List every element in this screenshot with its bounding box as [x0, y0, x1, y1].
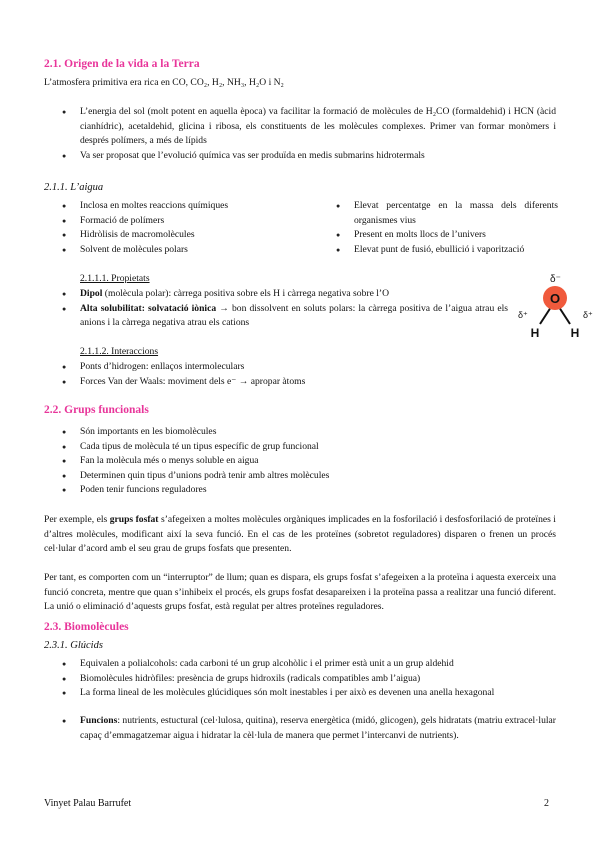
- section-2-2-heading: 2.2. Grups funcionals: [44, 404, 149, 416]
- funcions-list: [62, 714, 556, 743]
- section-2-1-1-1-heading: 2.1.1.1. Propietats: [80, 273, 150, 284]
- page-number: 2: [544, 798, 549, 809]
- section-2-1-1-heading: 2.1.1. L’aigua: [44, 182, 104, 193]
- list-item: ● Forces Van der Waals: moviment dels e⁻ → apropar àtoms: [62, 375, 532, 390]
- list-item: ● Inclosa en moltes reaccions químiques: [62, 199, 322, 214]
- dipol-term: Dipol: [80, 288, 103, 299]
- list-item: [62, 287, 508, 302]
- water-properties-right-list: [336, 199, 558, 257]
- list-item: ● Formació de polímers: [62, 214, 322, 229]
- section-2-3-heading: 2.3. Biomolècules: [44, 621, 129, 633]
- atmosphere-sentence: L’atmosfera primitiva era rica en CO, CO₂, H₂, NH₃, H₂O i N₂: [44, 77, 284, 88]
- fosfat-paragraph-rest: s’afegeixen a moltes molècules orgàniques implicades en la fosforilació i desfosforilació de proteïnes i d’altres molècules, modificant així la seva funció. En el cas de les proteïnes (sobretot reguladores) disparen o frenen un procés cel·lular d’acord amb el seu grau de grups fosfats que presenten.: [44, 514, 556, 555]
- glucids-list: [62, 657, 556, 701]
- interruptor-paragraph: Per tant, es comporten com un “interruptor” de llum; quan es dispara, els grups fosfat s’afegeixen a la proteïna i aquesta exerceix una funció concreta, mentre que quan s’inhibeix el procés, els grups fosfat desapareixen i la proteïna passa a realitzar una funció diferent. La unió o eliminació d’aquests grups fosfat, està regulat per altres proteïnes reguladores.: [44, 572, 556, 613]
- interaccions-list: [62, 360, 532, 389]
- water-properties-left-list: [62, 199, 322, 257]
- list-item: [62, 302, 508, 331]
- list-item: ● Equivalen a polialcohols: cada carboni té un grup alcohòlic i el primer està unit a un grup aldehid: [62, 657, 556, 672]
- hydrogen-left-label: H: [530, 326, 540, 340]
- list-item: ● Hidròlisis de macromolècules: [62, 228, 322, 243]
- funcions-text: : nutrients, estuctural (cel·lulosa, quitina), reserva energètica (midó, glicogen), gels hidratats (matriu extracel·lular capaç d’emmagatzemar aigua i hidratar la cèl·lula de manera que permet l’intercanvi de nutrients).: [80, 715, 556, 741]
- list-item: ● Poden tenir funcions reguladores: [62, 483, 556, 498]
- list-item: ● Present en molts llocs de l’univers: [336, 228, 558, 243]
- solubilitat-term: Alta solubilitat: solvatació iònica: [80, 302, 217, 314]
- list-item: ● Elevat percentatge en la massa dels diferents organismes vius: [336, 199, 558, 228]
- section-2-1-1-2-heading: 2.1.1.2. Interaccions: [80, 346, 159, 357]
- list-item: ● Fan la molècula més o menys soluble en aigua: [62, 454, 556, 469]
- list-item: ● Solvent de molècules polars: [62, 243, 322, 258]
- list-item: ● Determinen quin tipus d’unions podrà tenir amb altres molècules: [62, 469, 556, 484]
- propietats-list: [62, 287, 508, 331]
- list-item: [62, 714, 556, 743]
- list-item: ● L’energia del sol (molt potent en aquella època) va facilitar la formació de molècules de H₂CO (formaldehid) i HCN (àcid cianhídric), acetaldehid, glicina i ribosa, els constituents de les molècules complexes. Primer van formar monòmers i després polímers, a més de lípids: [62, 105, 556, 149]
- origin-bullet-list: [62, 105, 556, 163]
- grups-fosfat-term: grups fosfat: [109, 514, 159, 525]
- list-item: ● Va ser proposat que l’evolució química vas ser produïda en medis submarins hidrotermals: [62, 149, 556, 164]
- footer-author: Vinyet Palau Barrufet: [44, 798, 132, 809]
- delta-plus-left-label: δ⁺: [518, 310, 528, 320]
- water-molecule-diagram: [510, 272, 600, 358]
- list-item: ● Són importants en les biomolècules: [62, 425, 556, 440]
- solubilitat-text: → bon dissolvent en soluts polars: la càrrega positiva de l’aigua atrau els anions i la càrrega negativa atrau els cations: [80, 302, 508, 329]
- delta-minus-label: δ⁻: [550, 274, 561, 285]
- list-item: ● Biomolècules hidròfiles: presència de grups hidroxils (radicals compatibles amb l’aigua): [62, 672, 556, 687]
- fosfat-paragraph-start: Per exemple, els: [44, 514, 110, 525]
- oxygen-label: O: [549, 291, 561, 306]
- delta-plus-right-label: δ⁺: [583, 310, 593, 320]
- list-item: ● Ponts d’hidrogen: enllaços intermoleculars: [62, 360, 532, 375]
- section-2-1-heading: 2.1. Origen de la vida a la Terra: [44, 58, 200, 70]
- dipol-text: (molècula polar): càrrega positiva sobre els H i càrrega negativa sobre l’O: [102, 288, 390, 299]
- grups-funcionals-list: [62, 425, 556, 498]
- list-item: ● Cada tipus de molècula té un tipus específic de grup funcional: [62, 440, 556, 455]
- fosfat-paragraph: [44, 513, 556, 557]
- list-item: ● La forma lineal de les molècules glúcidiques són molt inestables i per això es devenen una anella hexagonal: [62, 686, 556, 701]
- hydrogen-right-label: H: [570, 326, 580, 340]
- funcions-term: Funcions: [80, 715, 118, 726]
- section-2-3-1-heading: 2.3.1. Glúcids: [44, 640, 103, 651]
- list-item: ● Elevat punt de fusió, ebullició i vaporització: [336, 243, 558, 258]
